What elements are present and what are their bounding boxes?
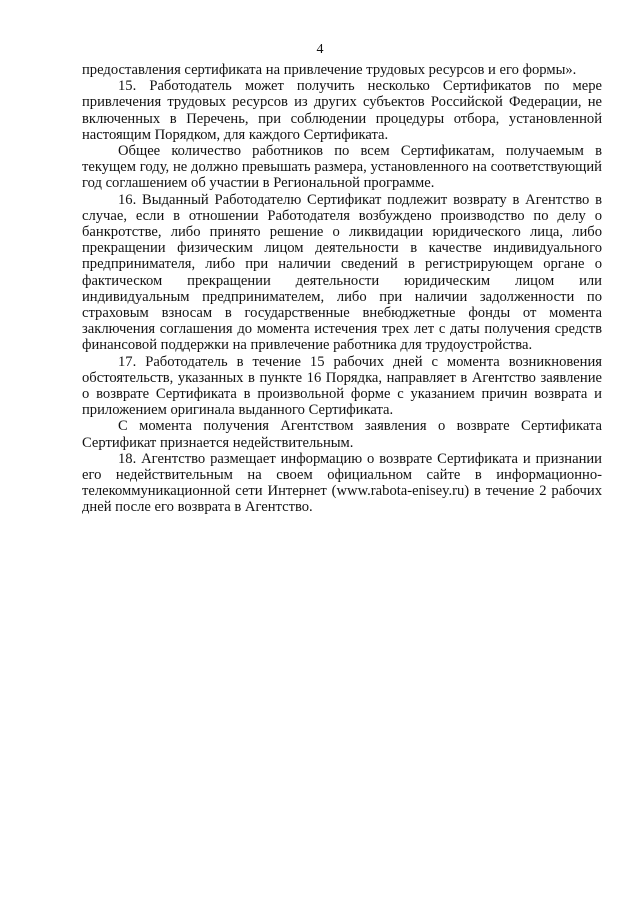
document-body <box>82 62 602 516</box>
paragraph-item-15: 15. Работодатель может получить несколько Сертификатов по мере привлечения трудовых ресурсов из других субъектов Российской Федерации, не включенных в Перечень, при соблюдении процедуры отбора, установленной настоящим Порядком, для каждого Сертификата. <box>82 78 602 143</box>
paragraph-item-18: 18. Агентство размещает информацию о возврате Сертификата и признании его недействительным на своем официальном сайте в информационно-телекоммуникационной сети Интернет (www.rabota-enisey.ru) в течение 2 рабочих дней после его возврата в Агентство. <box>82 450 602 516</box>
paragraph-total-workers: Общее количество работников по всем Сертификатам, получаемым в текущем году, не должно превышать размера, установленного на соответствующий год соглашением об участии в Региональной программе. <box>82 143 602 192</box>
paragraph-continuation: предоставления сертификата на привлечение трудовых ресурсов и его формы». <box>82 62 577 78</box>
paragraph-item-17: 17. Работодатель в течение 15 рабочих дней с момента возникновения обстоятельств, указанных в пункте 16 Порядка, направляет в Агентство заявление о возврате Сертификата в произвольной форме с указанием причин возврата и приложением оригинала выданного Сертификата. <box>82 353 602 419</box>
page-number: 4 <box>316 42 324 57</box>
paragraph-certificate-invalid: С момента получения Агентством заявления о возврате Сертификата Сертификат признается недействительным. <box>82 418 602 451</box>
paragraph-item-16: 16. Выданный Работодателю Сертификат подлежит возврату в Агентство в случае, если в отношении Работодателя возбуждено производство по делу о банкротстве, либо принято решение о ликвидации юридического лица, либо прекращении физическим лицом деятельности в качестве индивидуального предпринимателя, либо при наличии сведений в регистрирующем органе о фактическом прекращении деятельности юридическим лицом или индивидуальным предпринимателем, либо при наличии задолженности по страховым взносам в государственные внебюджетные фонды от момента заключения соглашения до момента истечения трех лет с даты получения средств финансовой поддержки на привлечение работника для трудоустройства. <box>82 191 602 354</box>
